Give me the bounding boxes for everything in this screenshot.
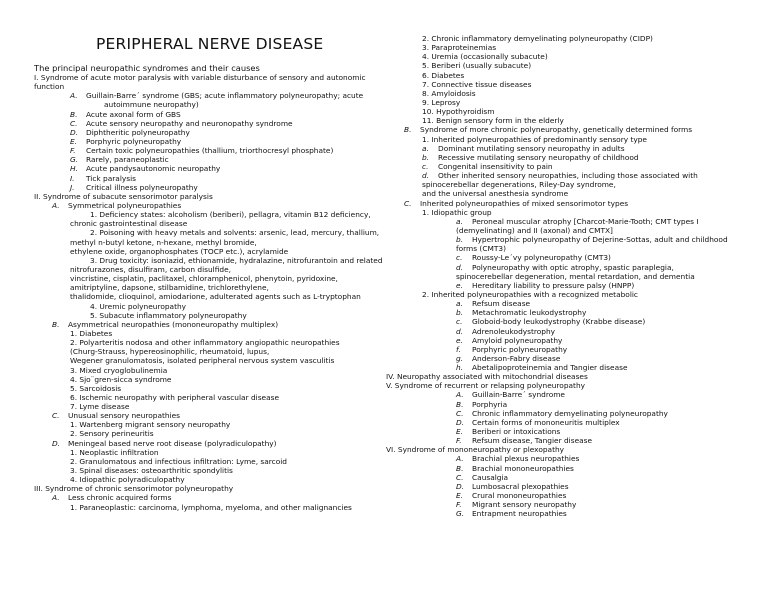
outline-line xyxy=(34,91,394,100)
outline-line xyxy=(386,116,766,125)
outline-text: 4. Idiopathic polyradiculopathy xyxy=(70,475,185,485)
outline-line xyxy=(386,436,766,445)
outline-line xyxy=(34,192,394,201)
outline-text: 1. Wartenberg migrant sensory neuropathy xyxy=(70,420,231,430)
outline-line xyxy=(386,144,766,153)
outline-text: Syndrome of more chronic polyneuropathy, genetically determined forms xyxy=(420,125,693,135)
outline-line xyxy=(34,356,394,365)
outline-text: Abetalipoproteinemia and Tangier disease xyxy=(472,363,628,373)
outline-text: 4. Uremic polyneuropathy xyxy=(90,301,187,311)
outline-text: Causalgia xyxy=(472,472,509,482)
outline-text: Porphyria xyxy=(472,399,508,409)
left-column xyxy=(34,73,394,512)
outline-line xyxy=(34,429,394,438)
outline-label: b. xyxy=(456,308,464,318)
outline-line xyxy=(386,327,766,336)
outline-text: 2. Granulomatous and infectious infiltration: Lyme, sarcoid xyxy=(70,456,287,466)
outline-text: Roussy-Le´vy polyneuropathy (CMT3) xyxy=(472,253,611,263)
outline-line xyxy=(34,457,394,466)
outline-label: G. xyxy=(456,509,465,519)
outline-text: 6. Ischemic neuropathy with peripheral vascular disease xyxy=(70,392,280,402)
outline-text: and the universal anesthesia syndrome xyxy=(422,189,569,199)
outline-line xyxy=(386,189,766,198)
outline-line xyxy=(386,253,766,262)
outline-line xyxy=(34,411,394,420)
outline-line xyxy=(386,208,766,217)
outline-label: A. xyxy=(70,91,78,101)
outline-text: 10. Hypothyroidism xyxy=(422,107,495,117)
outline-text: 5. Beriberi (usually subacute) xyxy=(422,61,532,71)
outline-label: d. xyxy=(456,326,464,336)
outline-label: H. xyxy=(70,164,78,174)
outline-line xyxy=(386,244,766,253)
outline-line xyxy=(386,363,766,372)
outline-text: 2. Polyarteritis nodosa and other inflammatory angiopathic neuropathies xyxy=(70,338,340,348)
outline-line xyxy=(34,320,394,329)
outline-label: A. xyxy=(456,390,464,400)
outline-text: chronic gastrointestinal disease xyxy=(70,219,188,229)
outline-line xyxy=(34,292,394,301)
outline-label: C. xyxy=(456,408,464,418)
outline-text: 3. Drug toxicity: isoniazid, ethionamide, hydralazine, nitrofurantoin and related xyxy=(90,255,383,265)
outline-label: C. xyxy=(404,198,412,208)
outline-line xyxy=(34,484,394,493)
outline-label: D. xyxy=(52,438,61,448)
outline-text: 4. Sjo¨gren-sicca syndrome xyxy=(70,374,172,384)
outline-text: 9. Leprosy xyxy=(422,97,461,107)
outline-line xyxy=(386,290,766,299)
outline-text: Globoid-body leukodystrophy (Krabbe disease) xyxy=(472,317,646,327)
outline-label: B. xyxy=(404,125,412,135)
outline-line xyxy=(34,393,394,402)
outline-text: 1. Idiopathic group xyxy=(422,207,492,217)
outline-line xyxy=(386,235,766,244)
outline-text: Asymmetrical neuropathies (mononeuropathy multiplex) xyxy=(68,319,279,329)
outline-text: spinocerebellar degenerations, Riley-Day syndrome, xyxy=(422,180,616,190)
outline-line xyxy=(386,171,766,180)
outline-label: e. xyxy=(456,335,463,345)
outline-text: Polyneuropathy with optic atrophy, spastic paraplegia, xyxy=(472,262,674,272)
outline-line xyxy=(34,73,394,82)
outline-line xyxy=(34,347,394,356)
outline-line xyxy=(34,219,394,228)
outline-line xyxy=(34,302,394,311)
outline-text: function xyxy=(34,82,65,92)
outline-line xyxy=(386,199,766,208)
outline-line xyxy=(386,281,766,290)
outline-text: ethylene oxide, organophosphates (TOCP etc.), acrylamide xyxy=(70,246,289,256)
outline-label: F. xyxy=(456,436,462,446)
outline-label: B. xyxy=(456,399,464,409)
outline-label: g. xyxy=(456,353,464,363)
outline-line xyxy=(34,466,394,475)
outline-label: F. xyxy=(456,500,462,510)
outline-line xyxy=(386,71,766,80)
outline-label: d. xyxy=(422,171,430,181)
outline-line xyxy=(34,366,394,375)
outline-text: Acute sensory neuropathy and neuronopathy syndrome xyxy=(86,118,293,128)
outline-label: E. xyxy=(456,491,464,501)
outline-line xyxy=(386,482,766,491)
outline-text: 3. Spinal diseases: osteoarthritic spondylitis xyxy=(70,466,233,476)
outline-line xyxy=(386,272,766,281)
outline-text: 3. Paraproteinemias xyxy=(422,43,497,53)
outline-label: h. xyxy=(456,363,464,373)
right-column xyxy=(386,34,766,518)
outline-label: I. xyxy=(70,173,75,183)
outline-text: Acute axonal form of GBS xyxy=(86,109,181,119)
outline-line xyxy=(34,420,394,429)
outline-label: d. xyxy=(456,262,464,272)
outline-text: amitriptyline, dapsone, stilbamidine, trichlorethylene, xyxy=(70,283,269,293)
outline-text: Refsum disease, Tangier disease xyxy=(472,436,593,446)
outline-text: Metachromatic leukodystrophy xyxy=(472,308,587,318)
outline-label: c. xyxy=(422,161,429,171)
outline-label: b. xyxy=(422,152,430,162)
outline-text: autoimmune neuropathy) xyxy=(104,100,199,110)
outline-label: a. xyxy=(456,216,463,226)
outline-line xyxy=(34,128,394,137)
outline-label: D. xyxy=(70,127,79,137)
outline-text: Hypertrophic polyneuropathy of Dejerine-Sottas, adult and childhood xyxy=(472,235,728,245)
outline-label: J. xyxy=(70,182,75,192)
outline-text: Porphyric polyneuropathy xyxy=(472,344,568,354)
outline-line xyxy=(34,311,394,320)
outline-line xyxy=(386,61,766,70)
outline-line xyxy=(34,119,394,128)
outline-label: f. xyxy=(456,344,461,354)
outline-text: Guillain-Barre´ syndrome xyxy=(472,390,565,400)
outline-text: Anderson-Fabry disease xyxy=(472,353,561,363)
outline-text: I. Syndrome of acute motor paralysis with variable disturbance of sensory and autonomic xyxy=(34,73,366,82)
outline-text: Other inherited sensory neuropathies, including those associated with xyxy=(438,171,698,181)
outline-label: a. xyxy=(456,299,463,309)
outline-line xyxy=(386,80,766,89)
outline-text: V. Syndrome of recurrent or relapsing polyneuropathy xyxy=(386,381,586,391)
outline-text: Less chronic acquired forms xyxy=(68,493,172,503)
outline-line xyxy=(386,226,766,235)
outline-line xyxy=(386,473,766,482)
outline-text: Unusual sensory neuropathies xyxy=(68,411,181,421)
outline-text: 4. Uremia (occasionally subacute) xyxy=(422,52,548,62)
outline-label: B. xyxy=(456,463,464,473)
outline-line xyxy=(34,110,394,119)
outline-line xyxy=(34,228,394,237)
outline-line xyxy=(34,375,394,384)
outline-label: c. xyxy=(456,317,463,327)
outline-line xyxy=(34,137,394,146)
outline-text: 1. Diabetes xyxy=(70,328,113,338)
outline-label: D. xyxy=(456,417,465,427)
outline-line xyxy=(34,164,394,173)
outline-text: Entrapment neuropathies xyxy=(472,509,567,519)
outline-text: Inherited polyneuropathies of mixed sensorimotor types xyxy=(420,198,629,208)
outline-line xyxy=(386,52,766,61)
outline-text: 1. Neoplastic infiltration xyxy=(70,447,159,457)
outline-line xyxy=(386,34,766,43)
outline-line xyxy=(386,381,766,390)
outline-text: 2. Sensory perineuritis xyxy=(70,429,154,439)
outline-text: Porphyric polyneuropathy xyxy=(86,136,182,146)
outline-text: Congenital insensitivity to pain xyxy=(438,161,553,171)
outline-label: E. xyxy=(456,427,464,437)
outline-line xyxy=(34,274,394,283)
outline-line xyxy=(386,491,766,500)
outline-line xyxy=(386,500,766,509)
outline-line xyxy=(34,174,394,183)
outline-text: nitrofurazones, disulfiram, carbon disulfide, xyxy=(70,264,231,274)
outline-line xyxy=(386,263,766,272)
outline-text: 7. Lyme disease xyxy=(70,402,130,412)
outline-line xyxy=(386,107,766,116)
outline-line xyxy=(386,390,766,399)
outline-line xyxy=(386,427,766,436)
outline-text: Critical illness polyneuropathy xyxy=(86,182,198,192)
outline-text: 5. Sarcoidosis xyxy=(70,383,122,393)
outline-line xyxy=(34,384,394,393)
outline-text: Refsum disease xyxy=(472,299,531,309)
outline-text: Beriberi or intoxications xyxy=(472,427,561,437)
outline-line xyxy=(386,418,766,427)
outline-line xyxy=(386,372,766,381)
outline-text: vincristine, cisplatin, paclitaxel, chloramphenicol, phenytoin, pyridoxine, xyxy=(70,274,338,284)
outline-line xyxy=(34,503,394,512)
outline-text: Peroneal muscular atrophy [Charcot-Marie-Tooth; CMT types I xyxy=(472,216,699,226)
outline-line xyxy=(386,135,766,144)
outline-label: A. xyxy=(52,493,60,503)
outline-line xyxy=(386,509,766,518)
outline-label: c. xyxy=(456,253,463,263)
outline-line xyxy=(386,125,766,134)
outline-label: e. xyxy=(456,280,463,290)
outline-line xyxy=(34,210,394,219)
outline-text: 1. Deficiency states: alcoholism (beriberi), pellagra, vitamin B12 deficiency, xyxy=(90,210,371,220)
outline-text: Recessive mutilating sensory neuropathy of childhood xyxy=(438,152,639,162)
outline-text: 2. Inherited polyneuropathies with a recognized metabolic xyxy=(422,289,638,299)
outline-text: Lumbosacral plexopathies xyxy=(472,481,569,491)
outline-text: 6. Diabetes xyxy=(422,70,465,80)
outline-line xyxy=(386,153,766,162)
outline-line xyxy=(34,238,394,247)
outline-text: 11. Benign sensory form in the elderly xyxy=(422,116,564,126)
outline-label: B. xyxy=(70,109,78,119)
outline-text: Brachial plexus neuropathies xyxy=(472,454,580,464)
outline-text: spinocerebellar degeneration, mental retardation, and dementia xyxy=(456,271,695,281)
outline-line xyxy=(386,162,766,171)
outline-text: Brachial mononeuropathies xyxy=(472,463,574,473)
outline-line xyxy=(34,82,394,91)
outline-text: 8. Amyloidosis xyxy=(422,88,476,98)
outline-text: Dominant mutilating sensory neuropathy in adults xyxy=(438,143,625,153)
outline-text: Wegener granulomatosis, isolated peripheral nervous system vasculitis xyxy=(70,356,335,366)
outline-line xyxy=(386,445,766,454)
outline-line xyxy=(386,354,766,363)
outline-line xyxy=(34,155,394,164)
outline-text: Guillain-Barre´ syndrome (GBS; acute inflammatory polyneuropathy; acute xyxy=(86,91,364,101)
outline-text: 1. Paraneoplastic: carcinoma, lymphoma, myeloma, and other malignancies xyxy=(70,502,352,512)
outline-line xyxy=(386,464,766,473)
outline-label: A. xyxy=(52,200,60,210)
outline-text: 7. Connective tissue diseases xyxy=(422,79,532,89)
outline-text: (demyelinating) and II (axonal) and CMTX] xyxy=(456,225,613,235)
outline-text: Diphtheritic polyneuropathy xyxy=(86,127,190,137)
outline-text: forms (CMT3) xyxy=(456,244,506,254)
outline-text: Tick paralysis xyxy=(86,173,137,183)
outline-text: Chronic inflammatory demyelinating polyneuropathy xyxy=(472,408,668,418)
outline-line xyxy=(386,180,766,189)
outline-text: III. Syndrome of chronic sensorimotor polyneuropathy xyxy=(34,484,234,494)
outline-line xyxy=(34,265,394,274)
outline-line xyxy=(34,146,394,155)
outline-label: b. xyxy=(456,235,464,245)
outline-line xyxy=(386,43,766,52)
outline-label: a. xyxy=(422,143,429,153)
outline-text: 5. Subacute inflammatory polyneuropathy xyxy=(90,310,247,320)
outline-line xyxy=(386,345,766,354)
outline-label: G. xyxy=(70,155,79,165)
outline-line xyxy=(34,475,394,484)
outline-label: C. xyxy=(456,472,464,482)
outline-text: Acute pandysautonomic neuropathy xyxy=(86,164,221,174)
outline-line xyxy=(386,217,766,226)
outline-line xyxy=(34,329,394,338)
outline-line xyxy=(386,454,766,463)
outline-line xyxy=(34,201,394,210)
outline-label: B. xyxy=(52,319,60,329)
outline-text: Hereditary liability to pressure palsy (HNPP) xyxy=(472,280,635,290)
outline-line xyxy=(386,98,766,107)
outline-line xyxy=(34,256,394,265)
outline-text: 3. Mixed cryoglobulinemia xyxy=(70,365,168,375)
outline-text: Migrant sensory neuropathy xyxy=(472,500,577,510)
outline-label: D. xyxy=(456,481,465,491)
outline-text: methyl n-butyl ketone, n-hexane, methyl bromide, xyxy=(70,237,257,247)
outline-text: (Churg-Strauss, hypereosinophilic, rheumatoid, lupus, xyxy=(70,347,270,357)
outline-text: Rarely, paraneoplastic xyxy=(86,155,169,165)
outline-text: Crural mononeuropathies xyxy=(472,491,567,501)
outline-line xyxy=(34,493,394,502)
outline-line xyxy=(386,308,766,317)
outline-line xyxy=(386,299,766,308)
outline-line xyxy=(386,409,766,418)
outline-text: VI. Syndrome of mononeuropathy or plexopathy xyxy=(386,445,565,455)
outline-label: C. xyxy=(70,118,78,128)
outline-text: 2. Chronic inflammatory demyelinating polyneuropathy (CIDP) xyxy=(422,34,653,43)
outline-text: Symmetrical polyneuropathies xyxy=(68,200,182,210)
outline-text: 2. Poisoning with heavy metals and solvents: arsenic, lead, mercury, thallium, xyxy=(90,228,380,238)
outline-line xyxy=(34,402,394,411)
page-title: PERIPHERAL NERVE DISEASE xyxy=(96,35,324,53)
outline-label: E. xyxy=(70,136,78,146)
outline-label: A. xyxy=(456,454,464,464)
outline-text: Certain toxic polyneuropathies (thallium, triorthocresyl phosphate) xyxy=(86,146,334,156)
outline-text: 1. Inherited polyneuropathies of predominantly sensory type xyxy=(422,134,647,144)
outline-label: F. xyxy=(70,146,76,156)
outline-label: C. xyxy=(52,411,60,421)
outline-text: Meningeal based nerve root disease (polyradiculopathy) xyxy=(68,438,277,448)
outline-line xyxy=(386,400,766,409)
outline-line xyxy=(34,247,394,256)
outline-line xyxy=(34,283,394,292)
outline-line xyxy=(34,183,394,192)
outline-text: Amyloid polyneuropathy xyxy=(472,335,563,345)
outline-line xyxy=(34,338,394,347)
outline-text: II. Syndrome of subacute sensorimotor paralysis xyxy=(34,191,213,201)
outline-text: Adrenoleukodystrophy xyxy=(472,326,556,336)
outline-line xyxy=(34,100,394,109)
outline-line xyxy=(386,89,766,98)
outline-text: thalidomide, clioquinol, amiodarione, adulterated agents such as L-tryptophan xyxy=(70,292,361,302)
outline-text: Certain forms of mononeuritis multiplex xyxy=(472,417,620,427)
outline-line xyxy=(386,336,766,345)
outline-text: IV. Neuropathy associated with mitochondrial diseases xyxy=(386,372,588,382)
outline-line xyxy=(386,317,766,326)
outline-line xyxy=(34,439,394,448)
page-subtitle: The principal neuropathic syndromes and their causes xyxy=(34,63,260,73)
outline-line xyxy=(34,448,394,457)
